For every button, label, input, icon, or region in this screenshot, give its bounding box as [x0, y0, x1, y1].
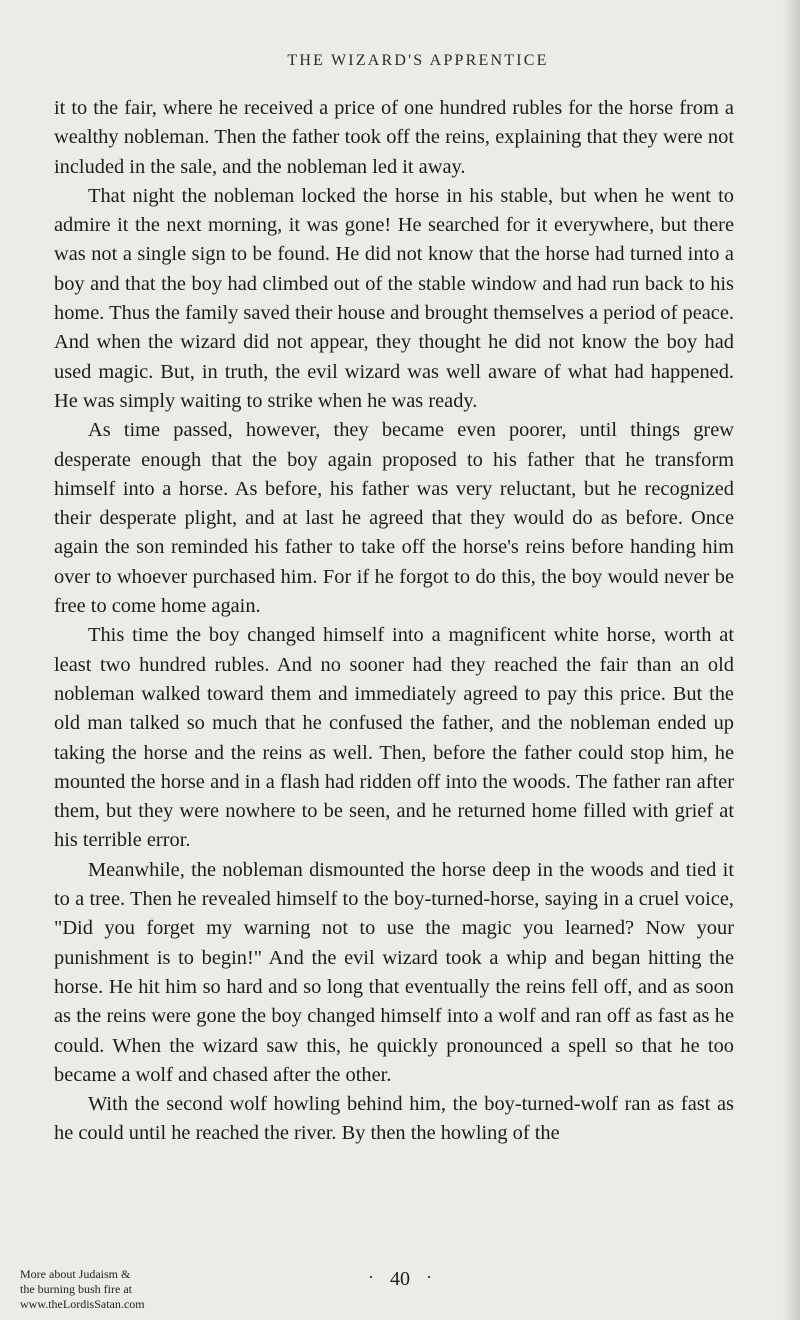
page-edge-shadow	[782, 0, 800, 1320]
paragraph: As time passed, however, they became even poorer, until things grew desperate enough that the boy again proposed to his father that he transform himself into a horse. As before, his father was very reluctant, but he recognized their desperate plight, and at last he agreed that they would do as before. Once again the son reminded his father to take off the horse's reins before handing him over to whoever purchased him. For if he forgot to do this, the boy would never be free to come home again.	[54, 419, 734, 618]
page-number: 40	[390, 1268, 410, 1290]
paragraph: With the second wolf howling behind him, the boy-turned-wolf ran as fast as he could until he reached the river. By then the howling of the	[54, 1093, 734, 1145]
folio-ornament-left: ·	[368, 1267, 374, 1287]
watermark-line: More about Judaism &	[20, 1267, 131, 1281]
paragraph: That night the nobleman locked the horse in his stable, but when he went to admire it the next morning, it was gone! He searched for it everywhere, but there was not a single sign to be found. He did not know that the horse had turned into a boy and that the boy had climbed out of the stable window and had run back to his home. Thus the family saved their house and brought themselves a period of peace. And when the wizard did not appear, they thought he did not know the boy had used magic. But, in truth, the evil wizard was well aware of what had happened. He was simply waiting to strike when he was ready.	[54, 184, 734, 412]
paragraph: This time the boy changed himself into a magnificent white horse, worth at least two hundred rubles. And no sooner had they reached the fair than an old nobleman walked toward them and immediately agreed to pay this price. But the old man talked so much that he confused the father, and the nobleman ended up taking the horse and the reins as well. Then, before the father could stop him, he mounted the horse and in a flash had ridden off into the woods. The father ran after them, but they were nowhere to be seen, and he returned home filled with grief at his terrible error.	[54, 624, 734, 852]
running-head: THE WIZARD'S APPRENTICE	[287, 52, 549, 69]
paragraph: it to the fair, where he received a price of one hundred rubles for the horse from a wealthy nobleman. Then the father took off the reins, explaining that they were not included in the sale, and the nobleman led it away.	[54, 97, 734, 178]
folio-ornament-right: ·	[426, 1267, 432, 1287]
watermark-url: www.theLordisSatan.com	[20, 1297, 145, 1311]
book-body-text	[54, 94, 734, 1149]
watermark-line: the burning bush fire at	[20, 1282, 132, 1296]
paragraph: Meanwhile, the nobleman dismounted the horse deep in the woods and tied it to a tree. Then he revealed himself to the boy-turned-horse, saying in a cruel voice, "Did you forget my warning not to use the magic you learned? Now your punishment is to begin!" And the evil wizard took a whip and began hitting the horse. He hit him so hard and so long that eventually the reins fell off, and as soon as the reins were gone the boy changed himself into a wolf and ran off as fast as he could. When the wizard saw this, he quickly pronounced a spell so that he too became a wolf and chased after the other.	[54, 858, 734, 1086]
watermark-caption	[20, 1267, 145, 1312]
